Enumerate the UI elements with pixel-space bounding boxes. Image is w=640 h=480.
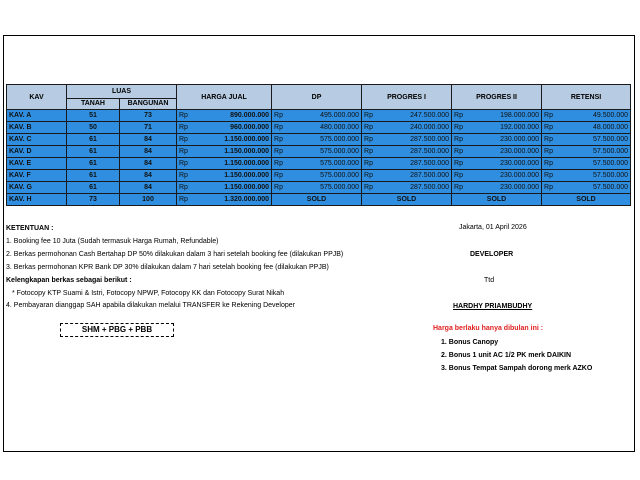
tanah-cell: 50 (67, 122, 120, 134)
kav-cell: KAV. F (7, 170, 67, 182)
dp-cell: 495.000.000 (286, 110, 362, 122)
table-row (7, 158, 631, 170)
currency-cell: Rp (542, 134, 556, 146)
ret-cell: 57.500.000 (556, 158, 631, 170)
currency-cell: Rp (362, 146, 376, 158)
harga-cell: 1.150.000.000 (191, 170, 272, 182)
currency-cell: Rp (272, 146, 286, 158)
ketentuan-item-1: 1. Booking fee 10 Juta (Sudah termasuk Harga Rumah, Refundable) (6, 238, 219, 245)
place-date: Jakarta, 01 April 2026 (459, 224, 527, 231)
ret-cell: 57.500.000 (556, 182, 631, 194)
p2-cell: 230.000.000 (466, 134, 542, 146)
header-retensi: RETENSI (542, 85, 631, 110)
header-kav: KAV (7, 85, 67, 110)
dp-cell: 575.000.000 (286, 158, 362, 170)
p1-cell: 287.500.000 (376, 182, 452, 194)
currency-cell: Rp (362, 158, 376, 170)
p1-cell: 287.500.000 (376, 134, 452, 146)
currency-cell: Rp (362, 182, 376, 194)
bangunan-cell: 84 (120, 170, 177, 182)
currency-cell: Rp (177, 170, 191, 182)
kav-cell: KAV. D (7, 146, 67, 158)
table-row (7, 146, 631, 158)
table-row (7, 170, 631, 182)
currency-cell: Rp (177, 182, 191, 194)
kelengkapan-title: Kelengkapan berkas sebagai berikut : (6, 277, 132, 284)
p2-cell: 198.000.000 (466, 110, 542, 122)
header-dp: DP (272, 85, 362, 110)
currency-cell: Rp (452, 158, 466, 170)
dp-cell: 575.000.000 (286, 170, 362, 182)
currency-cell: Rp (272, 158, 286, 170)
tanah-cell: 61 (67, 182, 120, 194)
kav-cell: KAV. E (7, 158, 67, 170)
bangunan-cell: 71 (120, 122, 177, 134)
bonus-item-1: 1. Bonus Canopy (441, 339, 499, 346)
bonus-item-3: 3. Bonus Tempat Sampah dorong merk AZKO (441, 365, 593, 372)
currency-cell: Rp (177, 122, 191, 134)
kelengkapan-text: * Fotocopy KTP Suami & Istri, Fotocopy NPWP, Fotocopy KK dan Fotocopy Surat Nikah (12, 290, 285, 297)
ketentuan-item-4: 4. Pembayaran dianggap SAH apabila dilakukan melalui TRANSFER ke Rekening Developer (6, 302, 295, 309)
currency-cell: Rp (452, 134, 466, 146)
bangunan-cell: 84 (120, 146, 177, 158)
currency-cell: Rp (177, 194, 191, 206)
harga-cell: 960.000.000 (191, 122, 272, 134)
header-harga-jual: HARGA JUAL (177, 85, 272, 110)
currency-cell: Rp (452, 110, 466, 122)
p1-cell: 247.500.000 (376, 110, 452, 122)
header-progres-1: PROGRES I (362, 85, 452, 110)
harga-cell: 1.150.000.000 (191, 182, 272, 194)
developer-label: DEVELOPER (470, 251, 514, 258)
ret-cell: 57.500.000 (556, 170, 631, 182)
tanah-cell: 51 (67, 110, 120, 122)
currency-cell: Rp (272, 122, 286, 134)
sold-cell: SOLD (272, 194, 362, 206)
currency-cell: Rp (362, 122, 376, 134)
ketentuan-title: KETENTUAN : (6, 225, 54, 232)
currency-cell: Rp (452, 182, 466, 194)
certificate-stamp: SHM + PBG + PBB (60, 323, 174, 337)
currency-cell: Rp (452, 170, 466, 182)
ret-cell: 48.000.000 (556, 122, 631, 134)
dp-cell: 480.000.000 (286, 122, 362, 134)
dp-cell: 575.000.000 (286, 134, 362, 146)
ttd-label: Ttd (484, 277, 495, 284)
tanah-cell: 61 (67, 158, 120, 170)
bangunan-cell: 84 (120, 182, 177, 194)
currency-cell: Rp (272, 170, 286, 182)
harga-cell: 1.320.000.000 (191, 194, 272, 206)
header-tanah: TANAH (67, 99, 120, 110)
p2-cell: 230.000.000 (466, 158, 542, 170)
header-progres-2: PROGRES II (452, 85, 542, 110)
p2-cell: 192.000.000 (466, 122, 542, 134)
p2-cell: 230.000.000 (466, 170, 542, 182)
tanah-cell: 73 (67, 194, 120, 206)
bangunan-cell: 84 (120, 158, 177, 170)
currency-cell: Rp (542, 158, 556, 170)
ret-cell: 57.500.000 (556, 146, 631, 158)
ketentuan-item-2: 2. Berkas permohonan Cash Bertahap DP 50% dilakukan dalam 3 hari setelah booking fee (dilakukan PPJB) (6, 251, 344, 258)
p1-cell: 287.500.000 (376, 170, 452, 182)
signatory-name: HARDHY PRIAMBUDHY (453, 303, 533, 310)
p1-cell: 287.500.000 (376, 158, 452, 170)
price-table (6, 84, 631, 206)
currency-cell: Rp (542, 182, 556, 194)
table-row (7, 134, 631, 146)
bangunan-cell: 100 (120, 194, 177, 206)
harga-cell: 1.150.000.000 (191, 158, 272, 170)
dp-cell: 575.000.000 (286, 182, 362, 194)
currency-cell: Rp (177, 110, 191, 122)
currency-cell: Rp (272, 110, 286, 122)
sold-cell: SOLD (542, 194, 631, 206)
tanah-cell: 61 (67, 170, 120, 182)
ret-cell: 57.500.000 (556, 134, 631, 146)
tanah-cell: 61 (67, 134, 120, 146)
currency-cell: Rp (542, 146, 556, 158)
ketentuan-item-3: 3. Berkas permohonan KPR Bank DP 30% dilakukan dalam 7 hari setelah booking fee (dilakukan PPJB) (6, 264, 329, 271)
table-row (7, 182, 631, 194)
p2-cell: 230.000.000 (466, 182, 542, 194)
currency-cell: Rp (177, 134, 191, 146)
kav-cell: KAV. C (7, 134, 67, 146)
currency-cell: Rp (362, 110, 376, 122)
currency-cell: Rp (272, 134, 286, 146)
currency-cell: Rp (177, 146, 191, 158)
table-row (7, 122, 631, 134)
bonus-title: Harga berlaku hanya dibulan ini : (433, 325, 544, 332)
currency-cell: Rp (362, 134, 376, 146)
currency-cell: Rp (272, 182, 286, 194)
header-luas: LUAS (67, 85, 177, 99)
p1-cell: 240.000.000 (376, 122, 452, 134)
p1-cell: 287.500.000 (376, 146, 452, 158)
currency-cell: Rp (542, 122, 556, 134)
kav-cell: KAV. H (7, 194, 67, 206)
tanah-cell: 61 (67, 146, 120, 158)
sold-cell: SOLD (452, 194, 542, 206)
bangunan-cell: 73 (120, 110, 177, 122)
harga-cell: 1.150.000.000 (191, 134, 272, 146)
kav-cell: KAV. B (7, 122, 67, 134)
table-row (7, 110, 631, 122)
kav-cell: KAV. G (7, 182, 67, 194)
sold-cell: SOLD (362, 194, 452, 206)
header-bangunan: BANGUNAN (120, 99, 177, 110)
p2-cell: 230.000.000 (466, 146, 542, 158)
currency-cell: Rp (542, 110, 556, 122)
currency-cell: Rp (362, 170, 376, 182)
currency-cell: Rp (452, 146, 466, 158)
bonus-item-2: 2. Bonus 1 unit AC 1/2 PK merk DAIKIN (441, 352, 572, 359)
currency-cell: Rp (542, 170, 556, 182)
currency-cell: Rp (452, 122, 466, 134)
harga-cell: 1.150.000.000 (191, 146, 272, 158)
dp-cell: 575.000.000 (286, 146, 362, 158)
table-row (7, 194, 631, 206)
kav-cell: KAV. A (7, 110, 67, 122)
currency-cell: Rp (177, 158, 191, 170)
ret-cell: 49.500.000 (556, 110, 631, 122)
harga-cell: 890.000.000 (191, 110, 272, 122)
bangunan-cell: 84 (120, 134, 177, 146)
